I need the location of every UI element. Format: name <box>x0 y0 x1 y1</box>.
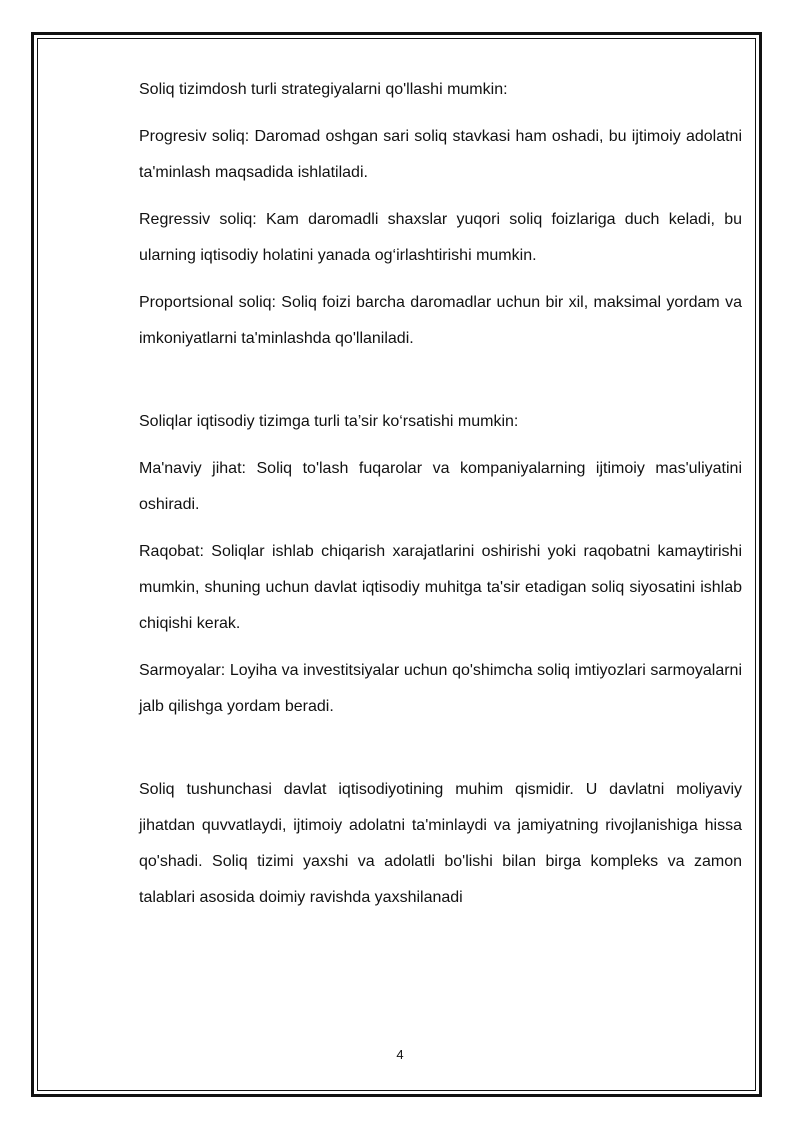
paragraph-regressive-tax: Regressiv soliq: Kam daromadli shaxslar yuqori soliq foizlariga duch keladi, bu ularning iqtisodiy holatini yanada og‘irlashtirishi mumkin. <box>139 211 742 264</box>
paragraph-moral-aspect: Ma'naviy jihat: Soliq to'lash fuqarolar va kompaniyalarning ijtimoiy mas'uliyatini oshiradi. <box>139 460 742 513</box>
paragraph-competition: Raqobat: Soliqlar ishlab chiqarish xarajatlarini oshirishi yoki raqobatni kamaytirishi mumkin, shuning uchun davlat iqtisodiy muhitga ta'sir etadigan soliq siyosatini ishlab chiqishi kerak. <box>139 543 742 632</box>
paragraph-strategies-intro: Soliq tizimdosh turli strategiyalarni qo'llashi mumkin: <box>139 81 508 98</box>
paragraph-proportional-tax: Proportsional soliq: Soliq foizi barcha daromadlar uchun bir xil, maksimal yordam va imkoniyatlarni ta'minlashda qo'llaniladi. <box>139 294 742 347</box>
paragraph-conclusion: Soliq tushunchasi davlat iqtisodiyotining muhim qismidir. U davlatni moliyaviy jihatdan quvvatlaydi, ijtimoiy adolatni ta'minlaydi va jamiyatning rivojlanishiga hissa qo'shadi. Soliq tizimi yaxshi va adolatli bo'lishi bilan birga kompleks va zamon talablari asosida doimiy ravishda yaxshilanadi <box>139 781 742 906</box>
page-number: 4 <box>396 1047 404 1062</box>
paragraph-effects-intro: Soliqlar iqtisodiy tizimga turli ta’sir ko‘rsatishi mumkin: <box>139 413 519 430</box>
paragraph-progressive-tax: Progresiv soliq: Daromad oshgan sari soliq stavkasi ham oshadi, bu ijtimoiy adolatni ta'minlash maqsadida ishlatiladi. <box>139 128 742 181</box>
document-body <box>139 72 742 927</box>
paragraph-investments: Sarmoyalar: Loyiha va investitsiyalar uchun qo'shimcha soliq imtiyozlari sarmoyalarni jalb qilishga yordam beradi. <box>139 662 742 715</box>
